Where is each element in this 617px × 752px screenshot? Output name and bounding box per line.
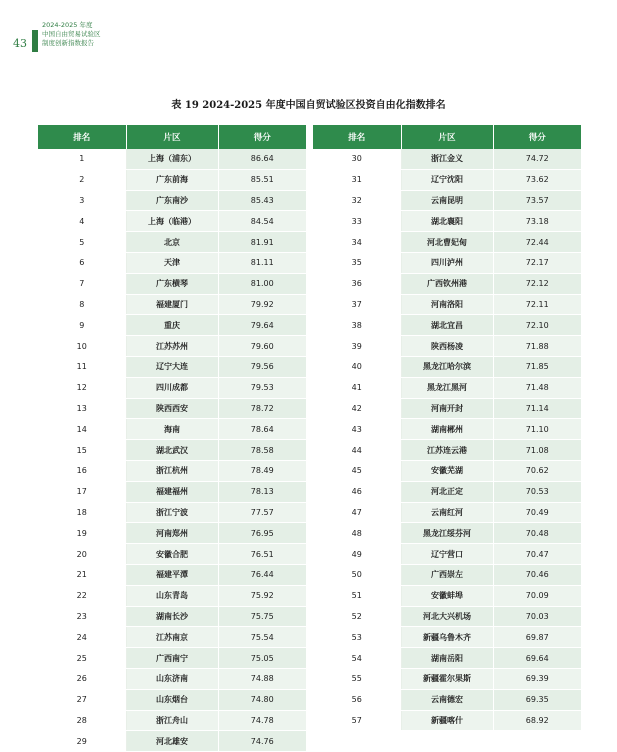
page-number: 43 [13,37,27,50]
table-row [313,190,581,211]
column-header-zone: 片区 [126,125,218,149]
zone-cell: 云南昆明 [401,190,493,211]
score-cell: 76.95 [218,523,306,544]
table-row [38,585,306,606]
table-header-row [38,125,306,149]
zone-cell: 广西南宁 [126,648,218,669]
zone-cell: 辽宁大连 [126,356,218,377]
table-row [38,710,306,731]
zone-cell: 河南开封 [401,398,493,419]
rank-cell: 42 [313,398,401,419]
zone-cell: 山东青岛 [126,585,218,606]
table-row [38,398,306,419]
table-row [38,273,306,294]
zone-cell: 湖南郴州 [401,419,493,440]
report-header [42,21,101,48]
zone-cell: 广西崇左 [401,564,493,585]
ranking-table-left [38,125,306,752]
table-row [38,419,306,440]
table-row [313,273,581,294]
report-subject: 中国自由贸易试验区 [42,30,101,38]
score-cell: 85.43 [218,190,306,211]
score-cell: 72.12 [493,273,581,294]
table-row [38,689,306,710]
score-cell: 71.85 [493,356,581,377]
score-cell: 70.03 [493,606,581,627]
table-row [38,377,306,398]
rank-cell: 18 [38,502,126,523]
zone-cell: 黑龙江黑河 [401,377,493,398]
score-cell: 75.54 [218,627,306,648]
table-row [38,544,306,565]
score-cell: 78.64 [218,419,306,440]
score-cell: 70.47 [493,544,581,565]
rank-cell: 19 [38,523,126,544]
zone-cell: 四川泸州 [401,252,493,273]
score-cell: 70.53 [493,481,581,502]
rank-cell: 22 [38,585,126,606]
zone-cell: 江苏连云港 [401,440,493,461]
table-row [38,481,306,502]
zone-cell: 陕西西安 [126,398,218,419]
table-row [313,627,581,648]
table-row [38,336,306,357]
zone-cell: 福建厦门 [126,294,218,315]
score-cell: 73.18 [493,211,581,232]
rank-cell: 26 [38,668,126,689]
score-cell: 78.13 [218,481,306,502]
table-row [38,440,306,461]
rank-cell: 50 [313,564,401,585]
score-cell: 85.51 [218,169,306,190]
table-row [38,252,306,273]
score-cell: 74.80 [218,689,306,710]
table-row [38,627,306,648]
zone-cell: 湖南长沙 [126,606,218,627]
score-cell: 71.08 [493,440,581,461]
rank-cell: 34 [313,232,401,253]
rank-cell: 13 [38,398,126,419]
rank-cell: 1 [38,149,126,169]
rank-cell: 47 [313,502,401,523]
score-cell: 73.57 [493,190,581,211]
rank-cell: 20 [38,544,126,565]
zone-cell: 山东济南 [126,668,218,689]
zone-cell: 江苏南京 [126,627,218,648]
zone-cell: 北京 [126,232,218,253]
table-row [38,731,306,752]
zone-cell: 广东前海 [126,169,218,190]
score-cell: 76.44 [218,564,306,585]
table-row [313,731,581,752]
score-cell: 71.14 [493,398,581,419]
rank-cell: 7 [38,273,126,294]
rank-cell: 24 [38,627,126,648]
zone-cell: 广东横琴 [126,273,218,294]
rank-cell: 25 [38,648,126,669]
rank-cell: 44 [313,440,401,461]
rank-cell: 6 [38,252,126,273]
zone-cell: 湖北武汉 [126,440,218,461]
table-row [38,502,306,523]
table-row [313,502,581,523]
rank-cell: 36 [313,273,401,294]
table-row [313,710,581,731]
rank-cell: 3 [38,190,126,211]
table-row [38,315,306,336]
report-year: 2024-2025 年度 [42,21,93,29]
table-row [313,149,581,169]
rank-cell: 33 [313,211,401,232]
zone-cell: 新疆乌鲁木齐 [401,627,493,648]
empty-cell [313,731,401,752]
rank-cell: 12 [38,377,126,398]
score-cell: 79.60 [218,336,306,357]
score-cell: 75.75 [218,606,306,627]
table-row [313,419,581,440]
zone-cell: 重庆 [126,315,218,336]
table-row [313,440,581,461]
table-row [38,606,306,627]
score-cell: 71.10 [493,419,581,440]
table-header-row [313,125,581,149]
zone-cell: 海南 [126,419,218,440]
score-cell: 69.39 [493,668,581,689]
score-cell: 69.35 [493,689,581,710]
score-cell: 76.51 [218,544,306,565]
rank-cell: 54 [313,648,401,669]
score-cell: 86.64 [218,149,306,169]
score-cell: 71.88 [493,336,581,357]
zone-cell: 河南洛阳 [401,294,493,315]
score-cell: 72.17 [493,252,581,273]
table-row [313,398,581,419]
column-header-score: 得分 [218,125,306,149]
rank-cell: 14 [38,419,126,440]
empty-cell [401,731,493,752]
zone-cell: 福建福州 [126,481,218,502]
zone-cell: 安徽合肥 [126,544,218,565]
zone-cell: 浙江舟山 [126,710,218,731]
zone-cell: 山东烟台 [126,689,218,710]
score-cell: 68.92 [493,710,581,731]
rank-cell: 48 [313,523,401,544]
zone-cell: 安徽芜湖 [401,460,493,481]
score-cell: 74.72 [493,149,581,169]
rank-cell: 39 [313,336,401,357]
rank-cell: 29 [38,731,126,752]
table-row [313,169,581,190]
score-cell: 79.56 [218,356,306,377]
zone-cell: 江苏苏州 [126,336,218,357]
score-cell: 74.78 [218,710,306,731]
zone-cell: 新疆霍尔果斯 [401,668,493,689]
rank-cell: 49 [313,544,401,565]
rank-cell: 45 [313,460,401,481]
rank-cell: 23 [38,606,126,627]
rank-cell: 43 [313,419,401,440]
zone-cell: 陕西杨凌 [401,336,493,357]
column-header-rank: 排名 [38,125,126,149]
empty-cell [493,731,581,752]
score-cell: 77.57 [218,502,306,523]
table-row [313,211,581,232]
table-row [38,169,306,190]
score-cell: 70.46 [493,564,581,585]
rank-cell: 27 [38,689,126,710]
zone-cell: 湖北襄阳 [401,211,493,232]
rank-cell: 28 [38,710,126,731]
rank-cell: 38 [313,315,401,336]
rank-cell: 11 [38,356,126,377]
rank-cell: 35 [313,252,401,273]
score-cell: 72.10 [493,315,581,336]
score-cell: 81.91 [218,232,306,253]
rank-cell: 40 [313,356,401,377]
score-cell: 72.44 [493,232,581,253]
score-cell: 70.62 [493,460,581,481]
zone-cell: 河北大兴机场 [401,606,493,627]
column-header-zone: 片区 [401,125,493,149]
score-cell: 79.53 [218,377,306,398]
rank-cell: 32 [313,190,401,211]
table-row [313,585,581,606]
table-row [313,460,581,481]
zone-cell: 广西钦州港 [401,273,493,294]
header-accent-bar [32,30,38,52]
zone-cell: 河北曹妃甸 [401,232,493,253]
table-row [38,564,306,585]
zone-cell: 广东南沙 [126,190,218,211]
rank-cell: 31 [313,169,401,190]
rank-cell: 57 [313,710,401,731]
table-row [38,232,306,253]
zone-cell: 云南德宏 [401,689,493,710]
zone-cell: 天津 [126,252,218,273]
score-cell: 84.54 [218,211,306,232]
score-cell: 79.92 [218,294,306,315]
table-row [313,315,581,336]
zone-cell: 安徽蚌埠 [401,585,493,606]
zone-cell: 福建平潭 [126,564,218,585]
score-cell: 72.11 [493,294,581,315]
table-row [313,564,581,585]
score-cell: 81.11 [218,252,306,273]
table-row [313,252,581,273]
score-cell: 70.49 [493,502,581,523]
table-row [38,668,306,689]
score-cell: 69.64 [493,648,581,669]
table-row [38,648,306,669]
zone-cell: 河北雄安 [126,731,218,752]
rank-cell: 51 [313,585,401,606]
score-cell: 78.72 [218,398,306,419]
table-row [313,377,581,398]
zone-cell: 黑龙江绥芬河 [401,523,493,544]
rank-cell: 15 [38,440,126,461]
rank-cell: 30 [313,149,401,169]
table-row [38,523,306,544]
rank-cell: 46 [313,481,401,502]
score-cell: 71.48 [493,377,581,398]
rank-cell: 5 [38,232,126,253]
score-cell: 74.76 [218,731,306,752]
ranking-table-right [313,125,581,752]
report-name: 制度创新指数报告 [42,39,94,47]
rank-cell: 37 [313,294,401,315]
table-row [313,336,581,357]
zone-cell: 浙江金义 [401,149,493,169]
zone-cell: 黑龙江哈尔滨 [401,356,493,377]
table-row [313,481,581,502]
table-row [313,648,581,669]
zone-cell: 浙江宁波 [126,502,218,523]
rank-cell: 21 [38,564,126,585]
rank-cell: 53 [313,627,401,648]
score-cell: 78.49 [218,460,306,481]
score-cell: 69.87 [493,627,581,648]
zone-cell: 四川成都 [126,377,218,398]
rank-cell: 16 [38,460,126,481]
table-row [313,689,581,710]
score-cell: 75.92 [218,585,306,606]
score-cell: 79.64 [218,315,306,336]
table-row [38,211,306,232]
table-row [38,149,306,169]
zone-cell: 辽宁营口 [401,544,493,565]
rank-cell: 9 [38,315,126,336]
rank-cell: 8 [38,294,126,315]
rank-cell: 41 [313,377,401,398]
rank-cell: 55 [313,668,401,689]
zone-cell: 浙江杭州 [126,460,218,481]
rank-cell: 52 [313,606,401,627]
rank-cell: 4 [38,211,126,232]
table-row [38,460,306,481]
score-cell: 78.58 [218,440,306,461]
rank-cell: 17 [38,481,126,502]
zone-cell: 新疆喀什 [401,710,493,731]
score-cell: 73.62 [493,169,581,190]
table-row [313,606,581,627]
table-row [38,356,306,377]
zone-cell: 河北正定 [401,481,493,502]
zone-cell: 河南郑州 [126,523,218,544]
table-row [38,190,306,211]
score-cell: 70.48 [493,523,581,544]
score-cell: 74.88 [218,668,306,689]
table-row [313,232,581,253]
zone-cell: 湖北宜昌 [401,315,493,336]
table-row [313,523,581,544]
zone-cell: 上海（临港） [126,211,218,232]
table-row [313,356,581,377]
score-cell: 81.00 [218,273,306,294]
rank-cell: 56 [313,689,401,710]
score-cell: 70.09 [493,585,581,606]
zone-cell: 上海（浦东） [126,149,218,169]
zone-cell: 辽宁沈阳 [401,169,493,190]
score-cell: 75.05 [218,648,306,669]
table-title: 表 19 2024-2025 年度中国自贸试验区投资自由化指数排名 [171,100,446,111]
column-header-rank: 排名 [313,125,401,149]
zone-cell: 湖南岳阳 [401,648,493,669]
rank-cell: 2 [38,169,126,190]
table-row [313,294,581,315]
table-row [313,544,581,565]
table-row [313,668,581,689]
zone-cell: 云南红河 [401,502,493,523]
column-header-score: 得分 [493,125,581,149]
table-row [38,294,306,315]
rank-cell: 10 [38,336,126,357]
